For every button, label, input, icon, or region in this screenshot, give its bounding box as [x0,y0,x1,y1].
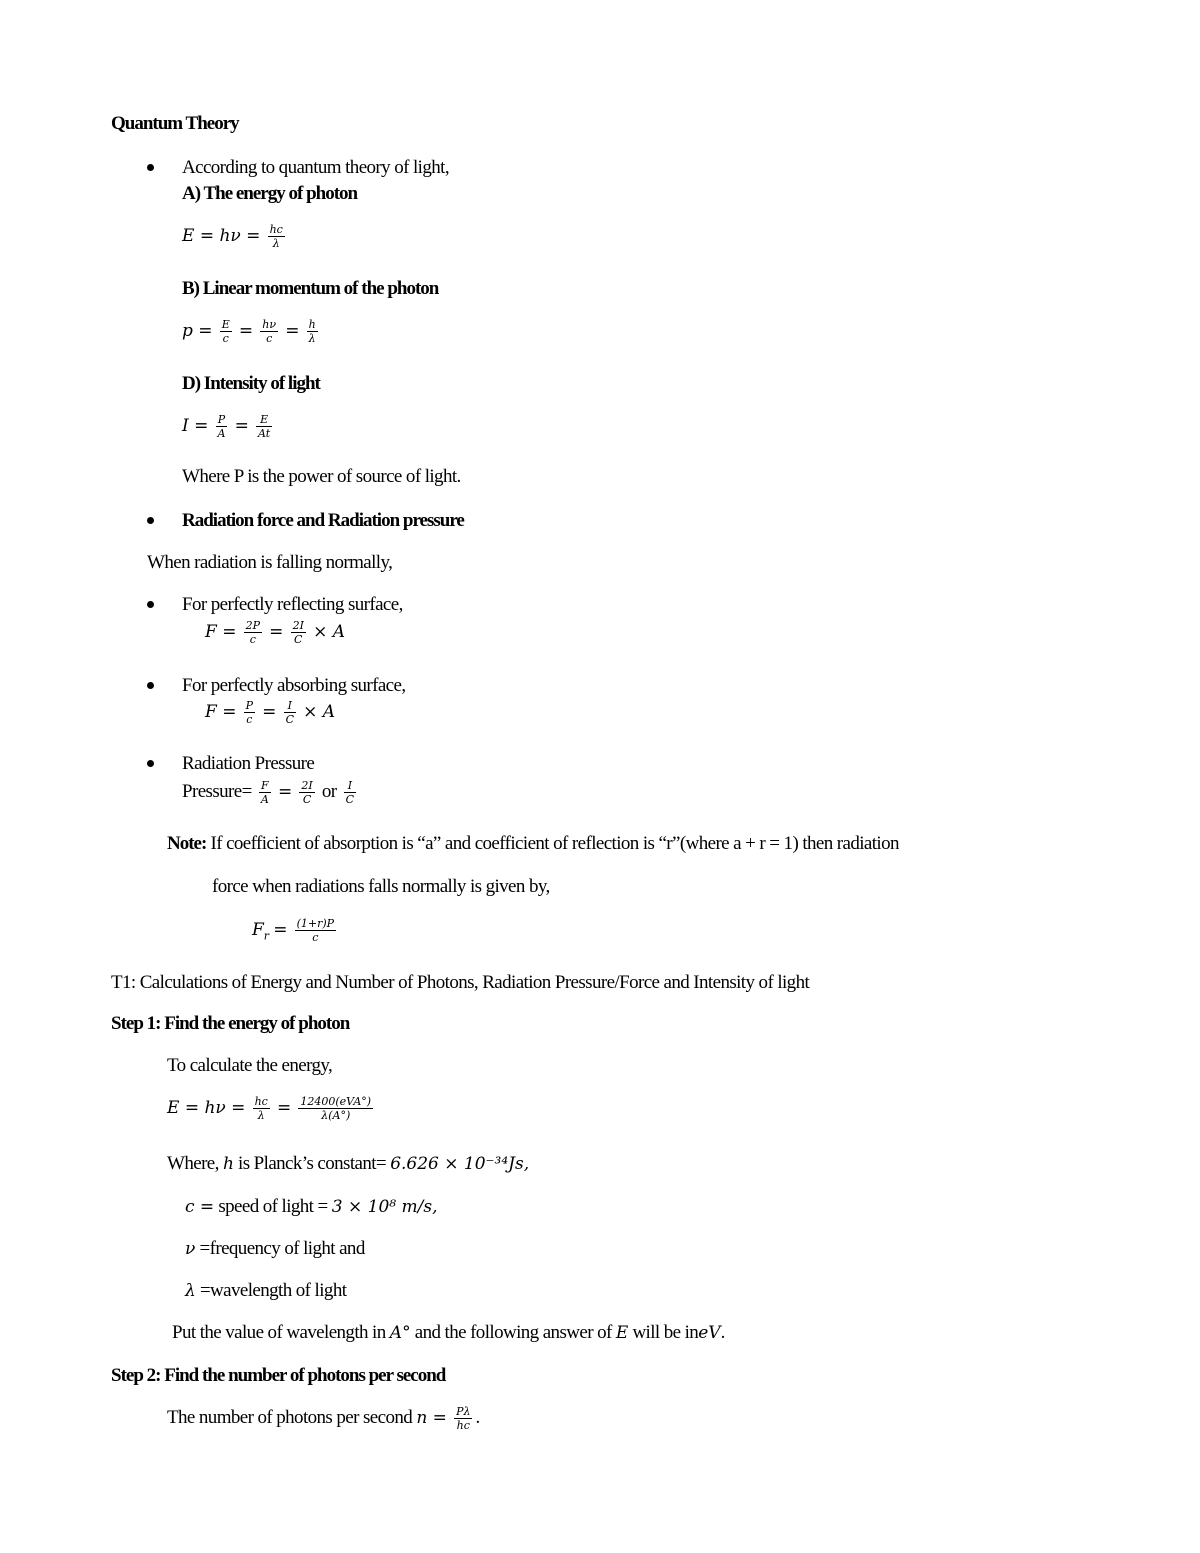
intensity-heading: D) Intensity of light [182,373,320,394]
step2-line: The number of photons per second n = $\frac{P\lambda}{hc}$ . [167,1405,480,1432]
step1-fraction-1: $\frac{hc}{\lambda}$ [254,1095,268,1122]
momentum-fraction-3: $\frac{h}{\lambda}$ [308,318,316,345]
absorbing-fraction-1: $\frac{P}{c}$ [245,699,254,726]
reflecting-label: For perfectly reflecting surface, [182,594,403,615]
bullet-icon [147,682,154,689]
step2-heading: Step 2: Find the number of photons per second [111,1365,446,1386]
momentum-formula: p = $\frac{E}{c}$ = $\frac{h\nu}{c}$ = $\frac{h}{\lambda}$ [182,318,316,345]
pressure-fraction-1: $\frac{F}{A}$ [260,779,269,806]
power-note: Where P is the power of source of light. [182,466,461,487]
step2-fraction: $\frac{P\lambda}{hc}$ [456,1405,471,1432]
step1-heading: Step 1: Find the energy of photon [111,1013,350,1034]
momentum-formula-lhs: p = [182,320,213,341]
step1-where-line: Where, h is Planck’s constant= 6.626 × 10⁻³⁴Js, [167,1153,530,1174]
note-fraction: $\frac{(1+r)P}{c}$ [296,917,335,944]
reflecting-fraction-2: $\frac{2I}{C}$ [292,619,304,646]
note-label: Note: [167,833,207,854]
note-text-2: force when radiations falls normally is given by, [212,876,550,897]
energy-formula-lhs: E = hν = [182,225,261,246]
absorbing-formula: F = $\frac{P}{c}$ = $\frac{I}{C}$ × A [205,699,336,726]
intensity-fraction-1: $\frac{P}{A}$ [217,413,226,440]
intro-text: According to quantum theory of light, [182,157,449,178]
radiation-normal-text: When radiation is falling normally, [147,552,393,573]
energy-formula [182,224,288,249]
energy-fraction: $\frac{hc}{\lambda}$ [269,223,283,250]
absorbing-label: For perfectly absorbing surface, [182,675,406,696]
momentum-fraction-1: $\frac{E}{c}$ [221,318,230,345]
step1-intro: To calculate the energy, [167,1055,333,1076]
pressure-fraction-3: $\frac{I}{C}$ [345,779,355,806]
radiation-heading: Radiation force and Radiation pressure [182,510,464,531]
reflecting-fraction-1: $\frac{2P}{c}$ [245,619,261,646]
step1-lambda-line: λ =wavelength of light [185,1280,347,1301]
bullet-icon [147,601,154,608]
energy-heading: A) The energy of photon [182,183,358,204]
note-text-1: If coefficient of absorption is “a” and coefficient of reflection is “r”(where a + r = 1) then radiation [210,833,899,854]
pressure-label: Radiation Pressure [182,753,315,774]
step1-put-line: Put the value of wavelength in A° and the following answer of E will be ineV. [172,1322,725,1343]
step1-c-line: c = speed of light = 3 × 10⁸ m/s, [185,1196,438,1217]
step1-nu-line: ν =frequency of light and [185,1238,365,1259]
bullet-icon [147,760,154,767]
reflecting-formula: F = $\frac{2P}{c}$ = $\frac{2I}{C}$ × A [205,619,346,646]
step1-fraction-2: $\frac{\text{12400(eVA°)}}{\lambda(A^\circ)}$ [300,1095,372,1122]
pressure-formula: Pressure= $\frac{F}{A}$ = $\frac{2I}{C}$ or $\frac{I}{C}$ [182,779,355,806]
momentum-heading: B) Linear momentum of the photon [182,278,439,299]
pressure-fraction-2: $\frac{2I}{C}$ [301,779,313,806]
note-line-1 [167,834,899,853]
intensity-fraction-2: $\frac{E}{At}$ [258,413,271,440]
bullet-icon [147,164,154,171]
note-formula: $F_r$ = $\frac{(1+r)P}{c}$ [252,917,335,944]
page-title: Quantum Theory [111,113,239,134]
momentum-fraction-2: $\frac{h\nu}{c}$ [262,318,277,345]
bullet-icon [147,517,154,524]
absorbing-fraction-2: $\frac{I}{C}$ [285,699,294,726]
intensity-formula: I = $\frac{P}{A}$ = $\frac{E}{At}$ [182,413,271,440]
step1-formula: E = hν = $\frac{hc}{\lambda}$ = $\frac{\text{12400(eVA°)}}{\lambda(A^\circ)}$ [167,1095,372,1122]
intensity-formula-lhs: I = [182,415,209,436]
section-title-t1: T1: Calculations of Energy and Number of Photons, Radiation Pressure/Force and Intensity of light [111,972,810,993]
